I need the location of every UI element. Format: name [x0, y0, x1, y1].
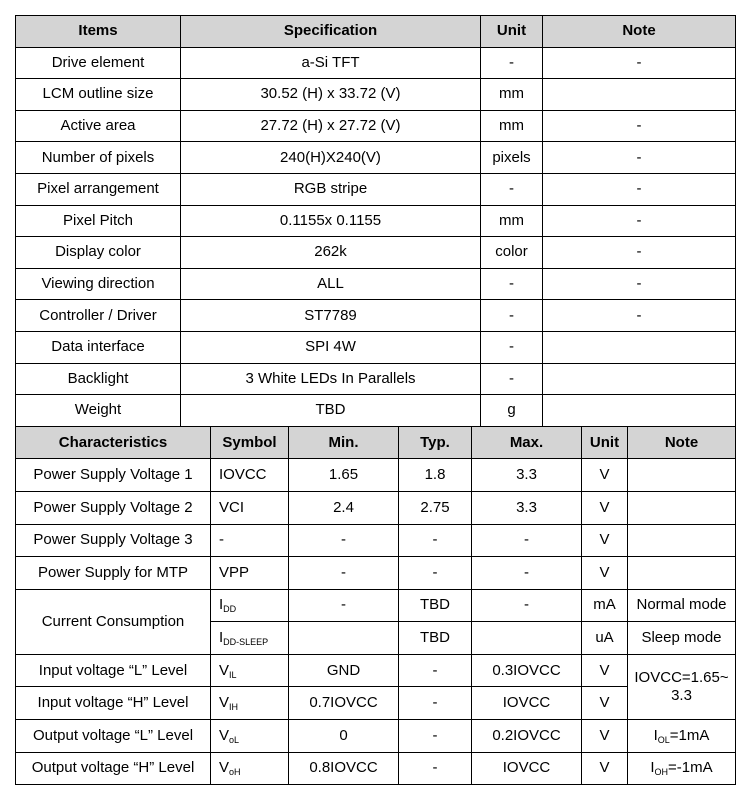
char-unit: V: [582, 687, 628, 720]
char-min: -: [289, 524, 399, 557]
char-note: Normal mode: [628, 589, 736, 622]
spec-value: 30.52 (H) x 33.72 (V): [181, 79, 481, 111]
spec-value: TBD: [181, 395, 481, 427]
char-typ: -: [399, 524, 472, 557]
char-note: [628, 459, 736, 492]
note-sub: OL: [657, 734, 670, 745]
table-row: [16, 491, 736, 524]
symbol-main: V: [219, 726, 230, 744]
char-max: 0.2IOVCC: [472, 720, 582, 753]
symbol-sub: oL: [229, 734, 240, 745]
spec-unit: color: [481, 237, 543, 269]
char-typ: -: [399, 687, 472, 720]
char-name: Power Supply Voltage 2: [16, 491, 211, 524]
char-unit: mA: [582, 589, 628, 622]
char-table-body: [16, 459, 736, 785]
spec-unit: -: [481, 173, 543, 205]
char-note: [628, 752, 736, 785]
spec-item: Controller / Driver: [16, 300, 181, 332]
spec-value: 3 White LEDs In Parallels: [181, 363, 481, 395]
char-symbol: VPP: [211, 557, 289, 590]
char-note: [628, 720, 736, 753]
char-header-row: [16, 426, 736, 459]
spec-header-row: [16, 16, 736, 48]
spec-unit: -: [481, 268, 543, 300]
spec-note: -: [543, 300, 736, 332]
char-min: -: [289, 589, 399, 622]
table-row-output-high: [16, 752, 736, 785]
symbol-main: I: [219, 596, 224, 614]
char-min: 2.4: [289, 491, 399, 524]
header-characteristics: Characteristics: [16, 426, 211, 459]
spec-unit: -: [481, 47, 543, 79]
char-max: -: [472, 589, 582, 622]
char-symbol: [211, 589, 289, 622]
symbol-sub: DD-SLEEP: [223, 637, 269, 648]
table-row: [16, 173, 736, 205]
table-row: [16, 331, 736, 363]
char-unit: V: [582, 720, 628, 753]
char-max: IOVCC: [472, 687, 582, 720]
input-note-line2: 3.3: [671, 686, 692, 704]
table-row: [16, 205, 736, 237]
table-row-output-low: [16, 720, 736, 753]
char-unit: uA: [582, 622, 628, 655]
table-row: [16, 110, 736, 142]
table-row-input-low: [16, 654, 736, 687]
char-symbol: IOVCC: [211, 459, 289, 492]
header-items: Items: [16, 16, 181, 48]
char-max: 3.3: [472, 491, 582, 524]
header-symbol: Symbol: [211, 426, 289, 459]
spec-note: [543, 395, 736, 427]
char-unit: V: [582, 459, 628, 492]
char-typ: 2.75: [399, 491, 472, 524]
char-symbol: -: [211, 524, 289, 557]
char-unit: V: [582, 557, 628, 590]
spec-item: Pixel arrangement: [16, 173, 181, 205]
char-note: Sleep mode: [628, 622, 736, 655]
symbol-sub: DD: [223, 604, 237, 615]
char-unit: V: [582, 491, 628, 524]
char-typ: -: [399, 557, 472, 590]
header-note: Note: [543, 16, 736, 48]
spec-value: a-Si TFT: [181, 47, 481, 79]
table-row: [16, 237, 736, 269]
spec-note: -: [543, 173, 736, 205]
table-row: [16, 557, 736, 590]
symbol-main: I: [219, 629, 224, 647]
spec-unit: pixels: [481, 142, 543, 174]
char-typ: TBD: [399, 622, 472, 655]
table-row: [16, 300, 736, 332]
spec-item: Data interface: [16, 331, 181, 363]
spec-value: 0.1155x 0.1155: [181, 205, 481, 237]
char-min: [289, 622, 399, 655]
spec-value: 262k: [181, 237, 481, 269]
char-name: Power Supply Voltage 1: [16, 459, 211, 492]
char-name-current: Current Consumption: [16, 589, 211, 654]
char-note-input: [628, 654, 736, 719]
spec-unit: -: [481, 363, 543, 395]
spec-note: [543, 79, 736, 111]
char-min: 0: [289, 720, 399, 753]
spec-unit: mm: [481, 79, 543, 111]
spec-note: [543, 331, 736, 363]
char-min: -: [289, 557, 399, 590]
spec-unit: g: [481, 395, 543, 427]
char-symbol: [211, 720, 289, 753]
char-unit: V: [582, 524, 628, 557]
spec-note: -: [543, 142, 736, 174]
header-min: Min.: [289, 426, 399, 459]
spec-table-body: [16, 47, 736, 426]
char-symbol: [211, 622, 289, 655]
input-note-line1: IOVCC=1.65~: [634, 668, 729, 686]
table-row: [16, 142, 736, 174]
spec-value: ALL: [181, 268, 481, 300]
table-row: [16, 79, 736, 111]
char-symbol: [211, 752, 289, 785]
spec-value: 27.72 (H) x 27.72 (V): [181, 110, 481, 142]
spec-item: Active area: [16, 110, 181, 142]
char-name: Input voltage “L” Level: [16, 654, 211, 687]
char-max: -: [472, 557, 582, 590]
char-symbol: [211, 687, 289, 720]
char-name: Output voltage “H” Level: [16, 752, 211, 785]
char-symbol: VCI: [211, 491, 289, 524]
spec-note: -: [543, 237, 736, 269]
spec-item: LCM outline size: [16, 79, 181, 111]
char-typ: -: [399, 720, 472, 753]
spec-item: Pixel Pitch: [16, 205, 181, 237]
char-name: Power Supply for MTP: [16, 557, 211, 590]
spec-note: -: [543, 205, 736, 237]
char-typ: -: [399, 654, 472, 687]
table-row: [16, 268, 736, 300]
note-sub: OH: [654, 767, 669, 778]
header-char-note: Note: [628, 426, 736, 459]
spec-unit: mm: [481, 110, 543, 142]
char-symbol: [211, 654, 289, 687]
spec-note: -: [543, 47, 736, 79]
symbol-sub: IL: [229, 669, 237, 680]
char-typ: -: [399, 752, 472, 785]
char-name: Input voltage “H” Level: [16, 687, 211, 720]
char-min: 1.65: [289, 459, 399, 492]
spec-item: Weight: [16, 395, 181, 427]
symbol-main: V: [219, 759, 230, 777]
table-row: [16, 363, 736, 395]
spec-value: ST7789: [181, 300, 481, 332]
spec-note: -: [543, 110, 736, 142]
table-row: [16, 459, 736, 492]
spec-item: Drive element: [16, 47, 181, 79]
char-name: Output voltage “L” Level: [16, 720, 211, 753]
spec-unit: -: [481, 331, 543, 363]
char-note: [628, 524, 736, 557]
spec-value: RGB stripe: [181, 173, 481, 205]
spec-unit: mm: [481, 205, 543, 237]
char-name: Power Supply Voltage 3: [16, 524, 211, 557]
table-row-current-normal: [16, 589, 736, 622]
spec-value: SPI 4W: [181, 331, 481, 363]
symbol-main: V: [219, 694, 230, 712]
char-max: -: [472, 524, 582, 557]
char-min: GND: [289, 654, 399, 687]
spec-item: Viewing direction: [16, 268, 181, 300]
char-max: IOVCC: [472, 752, 582, 785]
table-row: [16, 47, 736, 79]
header-specification: Specification: [181, 16, 481, 48]
header-unit: Unit: [481, 16, 543, 48]
characteristics-table: [15, 426, 736, 785]
spec-value: 240(H)X240(V): [181, 142, 481, 174]
symbol-sub: IH: [229, 702, 239, 713]
specification-table: [15, 15, 736, 427]
spec-document: [15, 15, 735, 785]
spec-note: -: [543, 268, 736, 300]
char-min: 0.8IOVCC: [289, 752, 399, 785]
char-max: 0.3IOVCC: [472, 654, 582, 687]
char-typ: TBD: [399, 589, 472, 622]
note-main: I: [653, 726, 658, 744]
note-main: I: [650, 759, 655, 777]
header-typ: Typ.: [399, 426, 472, 459]
char-max: [472, 622, 582, 655]
note-rest: =1mA: [669, 726, 710, 744]
spec-unit: -: [481, 300, 543, 332]
spec-item: Display color: [16, 237, 181, 269]
char-unit: V: [582, 654, 628, 687]
header-max: Max.: [472, 426, 582, 459]
spec-item: Number of pixels: [16, 142, 181, 174]
header-char-unit: Unit: [582, 426, 628, 459]
char-min: 0.7IOVCC: [289, 687, 399, 720]
char-note: [628, 557, 736, 590]
note-rest: =-1mA: [668, 759, 713, 777]
table-row: [16, 395, 736, 427]
char-note: [628, 491, 736, 524]
table-row: [16, 524, 736, 557]
char-max: 3.3: [472, 459, 582, 492]
spec-note: [543, 363, 736, 395]
symbol-sub: oH: [229, 767, 241, 778]
spec-item: Backlight: [16, 363, 181, 395]
char-unit: V: [582, 752, 628, 785]
symbol-main: V: [219, 661, 230, 679]
char-typ: 1.8: [399, 459, 472, 492]
